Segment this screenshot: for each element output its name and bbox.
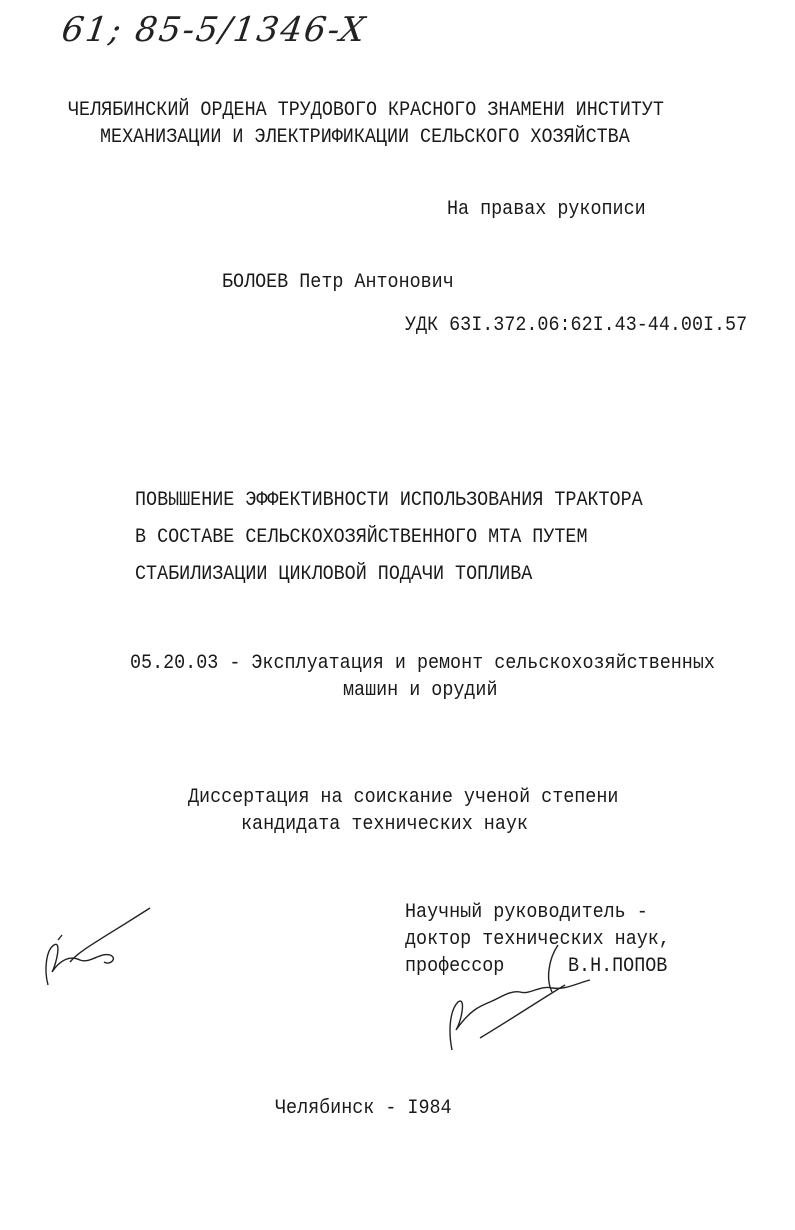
supervisor-name: В.Н.ПОПОВ	[568, 954, 668, 978]
specialty-line-2: машин и орудий	[343, 678, 498, 702]
supervisor-signature	[440, 940, 610, 1060]
title-line-1: ПОВЫШЕНИЕ ЭФФЕКТИВНОСТИ ИСПОЛЬЗОВАНИЯ ТРАКТОРА	[135, 488, 643, 512]
supervisor-title: профессор	[405, 954, 505, 978]
udk-code: УДК 63I.372.06:62I.43-44.00I.57	[405, 313, 748, 337]
author-name: БОЛОЕВ Петр Антонович	[222, 270, 454, 294]
degree-line-1: Диссертация на соискание ученой степени	[188, 785, 619, 809]
title-line-2: В СОСТАВЕ СЕЛЬСКОХОЗЯЙСТВЕННОГО МТА ПУТЕМ	[135, 525, 588, 549]
place-and-year: Челябинск - I984	[275, 1096, 452, 1120]
manuscript-note: На правах рукописи	[447, 197, 646, 221]
supervisor-line-2: доктор технических наук,	[405, 927, 670, 951]
archive-code-handwritten: 61; 85-5/1346-X	[59, 10, 370, 50]
title-line-3: СТАБИЛИЗАЦИИ ЦИКЛОВОЙ ПОДАЧИ ТОПЛИВА	[135, 562, 533, 586]
institution-line-1: ЧЕЛЯБИНСКИЙ ОРДЕНА ТРУДОВОГО КРАСНОГО ЗНАМЕНИ ИНСТИТУТ	[68, 98, 664, 122]
specialty-line-1: 05.20.03 - Эксплуатация и ремонт сельскохозяйственных	[130, 651, 715, 675]
supervisor-line-1: Научный руководитель -	[405, 900, 648, 924]
author-signature	[40, 900, 160, 990]
institution-line-2: МЕХАНИЗАЦИИ И ЭЛЕКТРИФИКАЦИИ СЕЛЬСКОГО ХОЗЯЙСТВА	[100, 125, 630, 149]
degree-line-2: кандидата технических наук	[241, 812, 528, 836]
